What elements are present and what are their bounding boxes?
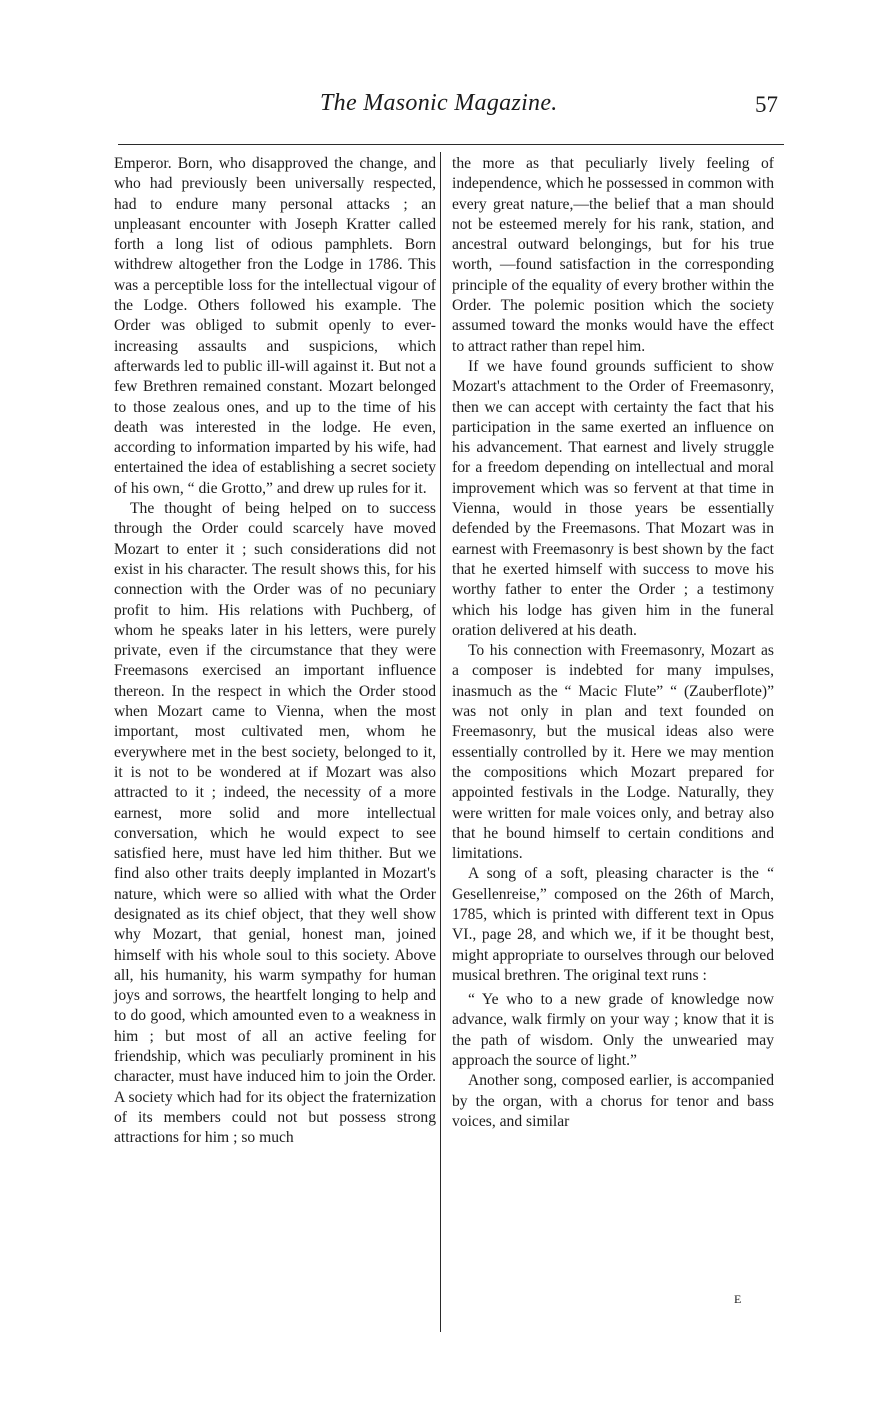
column-divider xyxy=(440,152,441,1332)
page-number: 57 xyxy=(755,92,778,117)
page-header xyxy=(0,88,893,128)
paragraph: Emperor. Born, who disapproved the change, and who had previously been universally respected, had to endure many personal attacks ; an unpleasant encounter with Joseph Kratter called forth a long list of odious pamphlets. Born withdrew altogether fron the Lodge in 1786. This was a perceptible loss for the intellectual vigour of the Lodge. Others followed his example. The Order was obliged to submit openly to ever-increasing assaults and suspicions, which afterwards led to public ill-will against it. But not a few Brethren remained constant. Mozart belonged to those zealous ones, and up to the time of his death was interested in the lodge. He even, according to information imparted by his wife, had entertained the idea of establishing a secret society of his own, “ die Grotto,” and drew up rules for it. xyxy=(114,155,436,497)
paragraph: To his connection with Freemasonry, Mozart as a composer is indebted for many impulses, inasmuch as the “ Macic Flute” “ (Zauberflote)” was not only in plan and text founded on Freemasonry, but the musical ideas also were essentially controlled by it. Here we may mention the compositions which Mozart prepared for appointed festivals in the Lodge. Naturally, they were written for male voices only, and betray also that he bound himself to certain conditions and limitations. xyxy=(452,642,774,863)
left-column xyxy=(114,154,436,1149)
paragraph: the more as that peculiarly lively feeling of independence, which he possessed in common with every great nature,—the belief that a man should not be esteemed merely for his rank, station, and ancestral outward belongings, but for his true worth, —found satisfaction in the corresponding principle of the equality of every brother within the Order. The polemic position which the society assumed toward the monks would have the effect to attract rather than repel him. xyxy=(452,155,774,355)
paragraph: A song of a soft, pleasing character is the “ Gesellenreise,” composed on the 26th of March, 1785, which is printed with different text in Opus VI., page 28, and which we, if it be thought best, might appropriate to ourselves through our beloved musical brethren. The original text runs : xyxy=(452,865,774,984)
header-rule xyxy=(118,144,784,145)
quoted-text: “ Ye who to a new grade of knowledge now advance, walk firmly on your way ; know that it is the path of wisdom. Only the unwearied may approach the source of light.” xyxy=(452,991,774,1070)
right-column xyxy=(452,154,774,1132)
paragraph: The thought of being helped on to success through the Order could scarcely have moved Mozart to enter it ; such considerations did not exist in his character. The result shows this, for his connection with the Order was of no pecuniary profit to him. His relations with Puchberg, of whom he speaks later in his letters, were purely private, even if the circumstance that they were Freemasons exercised an important influence thereon. In the respect in which the Order stood when Mozart came to Vienna, when the most important, most cultivated men, whom he everywhere met in the best society, belonged to it, it is not to be wondered at if Mozart was also attracted to it ; indeed, the necessity of a more earnest, more solid and more intellectual conversation, which he would expect to see satisfied here, must have led him thither. But we find also other traits deeply implanted in Mozart's nature, which were so allied with what the Order designated as its chief object, that they well show why Mozart, that genial, honest man, joined himself with his whole soul to this society. Above all, his humanity, his warm sympathy for human joys and sorrows, the heartfelt longing to help and to do good, which amounted even to a weakness in him ; but most of all an active feeling for friendship, which was peculiarly prominent in his character, must have induced him to join the Order. A society which had for its object the fraternization of its members could not but possess strong attractions for him ; so much xyxy=(114,500,436,1147)
signature-mark: E xyxy=(734,1292,742,1306)
paragraph: Another song, composed earlier, is accompanied by the organ, with a chorus for tenor and bass voices, and similar xyxy=(452,1072,774,1130)
running-title: The Masonic Magazine. xyxy=(320,90,558,116)
paragraph: If we have found grounds sufficient to show Mozart's attachment to the Order of Freemasonry, then we can accept with certainty the fact that his participation in the same exerted an influence on his advancement. That earnest and lively struggle for a freedom depending on intellectual and moral improvement which was so fervent at that time in Vienna, would in those years be essentially defended by the Freemasons. That Mozart was in earnest with Freemasonry is best shown by the fact that he exerted himself with success to move his worthy father to enter the Order ; a testimony which his lodge has given him in the funeral oration delivered at his death. xyxy=(452,357,774,639)
